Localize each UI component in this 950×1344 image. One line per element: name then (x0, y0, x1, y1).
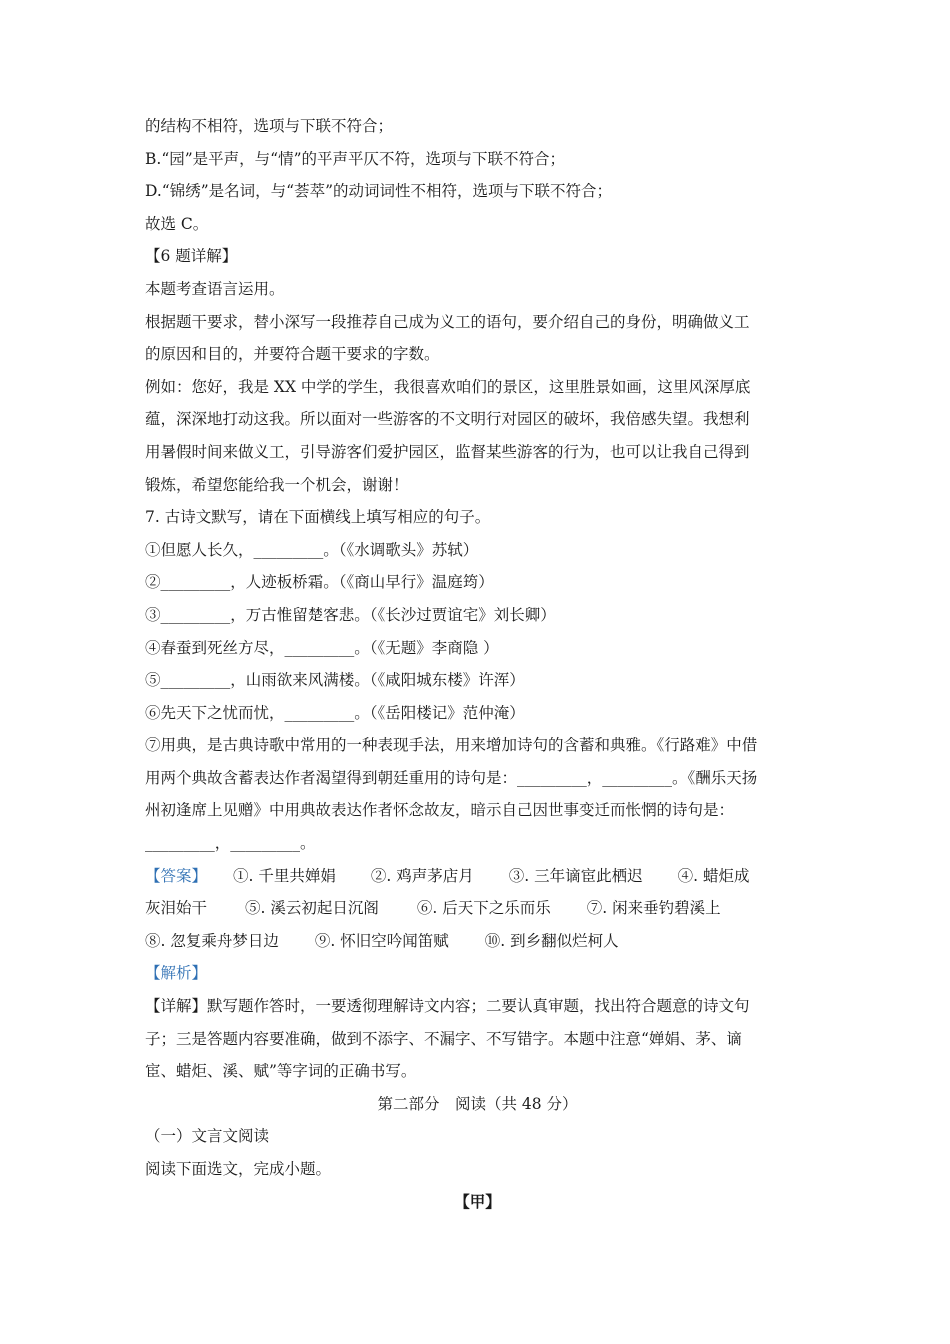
answer-item: ⑦. 闲来垂钓碧溪上 (586, 899, 721, 918)
answer-item: ⑩. 到乡翻似烂柯人 (484, 931, 619, 950)
analysis-line: 子；三是答题内容要准确，做到不添字、不漏字、不写错字。本题中注意“婵娟、茅、谪 (145, 1029, 742, 1048)
answer-tag: 【答案】 (145, 866, 208, 885)
text-line: 用暑假时间来做义工，引导游客们爱护园区，监督某些游客的行为，也可以让我自己得到 (145, 442, 750, 461)
answer-item: ⑧. 忽复乘舟梦日边 (145, 931, 279, 950)
passage-jia-heading: 【甲】 (454, 1191, 501, 1211)
answer-row-2 (145, 892, 810, 925)
question-item: 用两个典故含蓄表达作者渴望得到朝廷重用的诗句是：_________，_________。《酬乐天扬 (145, 768, 758, 787)
text-line: D.“锦绣”是名词，与“荟萃”的动词词性不相符，选项与下联不符合； (145, 182, 613, 201)
answer-item: ③. 三年谪宦此栖迟 (508, 866, 643, 885)
text-line: 根据题干要求，替小深写一段推荐自己成为义工的语句，要介绍自己的身份，明确做义工 (145, 312, 750, 331)
analysis-tag: 【解析】 (145, 964, 208, 983)
text-line: B.“园”是平声，与“情”的平声平仄不符，选项与下联不符合； (145, 149, 566, 168)
question-item: ②_________，人迹板桥霜。（《商山早行》温庭筠） (145, 573, 494, 592)
part-two-title: 第二部分 阅读（共 48 分） (377, 1094, 578, 1113)
question-item: ⑤_________，山雨欲来风满楼。（《咸阳城东楼》许浑） (145, 671, 525, 690)
question-item: ④春蚕到死丝方尽，_________。（《无题》李商隐 ） (145, 638, 499, 657)
answer-item: ④. 蜡炬成 (677, 866, 750, 885)
question-item: ⑦用典，是古典诗歌中常用的一种表现手法，用来增加诗句的含蓄和典雅。《行路难》中借 (145, 736, 758, 755)
answer-item: ①. 千里共婵娟 (233, 866, 336, 885)
instruction-line: 阅读下面选文，完成小题。 (145, 1160, 332, 1178)
analysis-line: 宦、蜡炬、溪、赋”等字词的正确书写。 (145, 1062, 417, 1081)
answer-row-1 (145, 860, 810, 893)
section-title: （一）文言文阅读 (145, 1127, 270, 1146)
text-line: 的原因和目的，并要符合题干要求的字数。 (145, 345, 440, 364)
document-page (145, 110, 810, 1218)
question-item: ③_________，万古惟留楚客悲。（《长沙过贾谊宅》刘长卿） (145, 605, 556, 624)
text-line: 故选 C。 (145, 214, 209, 233)
answer-item: 灰泪始干 (145, 899, 208, 918)
text-line: 例如：您好，我是 XX 中学的学生，我很喜欢咱们的景区，这里胜景如画，这里风深厚底 (145, 377, 751, 396)
analysis-line: 【详解】默写题作答时，一要透彻理解诗文内容；二要认真审题，找出符合题意的诗文句 (145, 997, 750, 1016)
question-item: ①但愿人长久，_________。（《水调歌头》苏轼） (145, 540, 479, 559)
question-item: _________，_________。 (145, 834, 316, 853)
answer-item: ⑥. 后天下之乐而乐 (416, 899, 551, 918)
answer-item: ⑤. 溪云初起日沉阁 (245, 899, 379, 918)
text-line: 蕴，深深地打动这我。所以面对一些游客的不文明行对园区的破坏，我倍感失望。我想利 (145, 410, 750, 429)
question-7-title: 7. 古诗文默写，请在下面横线上填写相应的句子。 (145, 508, 491, 527)
answer-row-3 (145, 925, 810, 958)
answer-item: ⑨. 怀旧空吟闻笛赋 (314, 931, 449, 950)
question-item: 州初逢席上见赠》中用典故表达作者怀念故友，暗示自己因世事变迁而怅惘的诗句是： (145, 801, 735, 820)
text-line: 锻炼，希望您能给我一个机会，谢谢！ (145, 475, 409, 494)
question-item: ⑥先天下之忧而忧，_________。（《岳阳楼记》范仲淹） (145, 703, 525, 722)
section-heading-q6: 【6 题详解】 (145, 247, 238, 266)
answer-item: ②. 鸡声茅店月 (370, 866, 474, 885)
text-line: 的结构不相符，选项与下联不符合； (145, 117, 394, 135)
text-line: 本题考查语言运用。 (145, 279, 285, 298)
